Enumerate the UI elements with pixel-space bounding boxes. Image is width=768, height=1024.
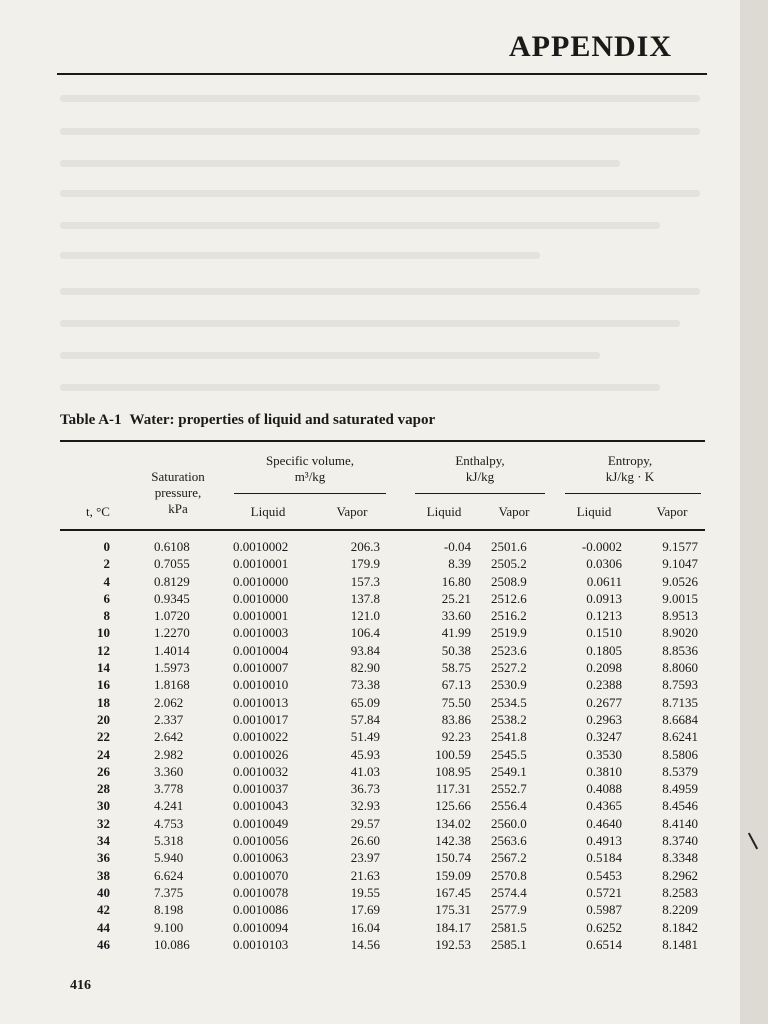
table-cell: 0.0913 [586, 590, 622, 606]
table-cell: 8.4140 [662, 815, 698, 831]
table-top-rule [60, 440, 705, 442]
table-cell: 12 [97, 642, 110, 658]
table-cell: 2.062 [154, 694, 184, 710]
table-cell: 5.318 [154, 833, 184, 849]
header-volume [235, 453, 385, 485]
table-cell: 117.31 [435, 781, 471, 797]
table-cell: 9.100 [154, 919, 184, 935]
table-cell: 8.3740 [662, 833, 698, 849]
table-cell: 0.0010001 [233, 608, 289, 624]
table-cell: 2560.0 [491, 815, 527, 831]
table-cell: 41.99 [441, 625, 471, 641]
table-cell: 179.9 [350, 556, 380, 572]
table-cell: 0.0010001 [233, 556, 289, 572]
table-cell: 0.0010094 [233, 919, 289, 935]
table-cell: 2501.6 [491, 539, 527, 554]
table-cell: 0.5987 [586, 902, 622, 918]
table-cell: 0.0010049 [233, 815, 289, 831]
volume-subrule [234, 493, 386, 494]
header-enthalpy-liquid: Liquid [426, 504, 462, 519]
table-cell: 2523.6 [491, 642, 527, 658]
table-cell: 17.69 [350, 902, 380, 918]
table-cell: 16.80 [441, 573, 471, 589]
table-cell: 8.8536 [662, 642, 698, 658]
table-cell: 75.50 [441, 694, 471, 710]
table-cell: 2.982 [154, 746, 184, 762]
table-cell: 8.9020 [662, 625, 698, 641]
table-cell: 36 [97, 850, 110, 866]
table-cell: 20 [97, 711, 110, 727]
table-cell: 21.63 [350, 867, 380, 883]
table-cell: 2530.9 [491, 677, 527, 693]
table-cell: 8.1842 [662, 919, 698, 935]
table-cell: 6.624 [154, 867, 184, 883]
table-cell: 8.7593 [662, 677, 698, 693]
table-cell: 82.90 [350, 660, 380, 676]
table-cell: 2563.6 [491, 833, 527, 849]
column-enthalpy-liquid [410, 538, 471, 953]
table-cell: 92.23 [441, 729, 471, 745]
table-cell: 41.03 [350, 763, 380, 779]
table-cell: 0.0010086 [233, 902, 289, 918]
table-cell: 0.5184 [586, 850, 622, 866]
header-entropy-vapor: Vapor [656, 504, 688, 519]
table-cell: 67.13 [441, 677, 471, 693]
table-cell: 9.1047 [662, 556, 698, 572]
table-cell: 2545.5 [491, 746, 527, 762]
table-cell: 0.0010063 [233, 850, 289, 866]
table-cell: 0.1510 [586, 625, 622, 641]
table-cell: 0 [103, 539, 110, 554]
table-title: Water: properties of liquid and saturated vapor [129, 412, 436, 428]
table-cell: 16 [97, 677, 110, 693]
table-cell: 206.3 [350, 539, 380, 554]
heading-rule [57, 73, 707, 75]
table-cell: 2577.9 [491, 902, 527, 918]
table-cell: 2508.9 [491, 573, 527, 589]
table-cell: 14.56 [350, 936, 380, 952]
table-cell: 137.8 [350, 590, 380, 606]
table-cell: 9.0526 [662, 573, 698, 589]
table-cell: 2549.1 [491, 763, 527, 779]
header-enthalpy-unit: kJ/kg [465, 469, 495, 484]
table-cell: 57.84 [350, 711, 380, 727]
entropy-subrule [565, 493, 701, 494]
table-cell: 8.1481 [662, 936, 698, 952]
table-cell: 65.09 [350, 694, 380, 710]
table-cell: 38 [97, 867, 110, 883]
table-cell: 3.778 [154, 781, 184, 797]
table-cell: 7.375 [154, 884, 184, 900]
table-cell: 0.2388 [586, 677, 622, 693]
table-cell: 4.753 [154, 815, 184, 831]
table-cell: 0.0010017 [233, 711, 289, 727]
table-cell: 8.7135 [662, 694, 698, 710]
table-cell: 2581.5 [491, 919, 527, 935]
table-cell: 192.53 [435, 936, 471, 952]
table-cell: 0.2098 [586, 660, 622, 676]
table-cell: 8.6684 [662, 711, 698, 727]
table-cell: 121.0 [350, 608, 380, 624]
table-cell: 157.3 [350, 573, 380, 589]
table-cell: 184.17 [435, 919, 471, 935]
table-cell: -0.04 [443, 539, 471, 554]
table-cell: 19.55 [350, 884, 380, 900]
table-cell: 0.1213 [586, 608, 622, 624]
table-cell: 8.4546 [662, 798, 698, 814]
table-cell: 29.57 [350, 815, 380, 831]
table-cell: 46 [97, 936, 110, 952]
table-cell: 18 [97, 694, 110, 710]
table-cell: 26.60 [350, 833, 380, 849]
table-cell: 26 [97, 763, 110, 779]
table-cell: 0.0010013 [233, 694, 289, 710]
table-cell: 0.0010002 [233, 539, 289, 554]
edge-mark [748, 833, 758, 850]
header-entropy-unit: kJ/kg · K [605, 469, 655, 484]
table-caption [60, 412, 435, 429]
table-cell: 8 [103, 608, 110, 624]
table-cell: 2.642 [154, 729, 184, 745]
table-cell: 10.086 [154, 936, 190, 952]
table-cell: 28 [97, 781, 110, 797]
table-cell: 40 [97, 884, 110, 900]
table-cell: 1.4014 [154, 642, 190, 658]
column-entropy-vapor [646, 538, 698, 953]
header-temperature: t, °C [86, 504, 110, 519]
table-cell: 42 [97, 902, 110, 918]
header-pressure-unit: kPa [168, 501, 188, 516]
table-cell: 32.93 [350, 798, 380, 814]
table-cell: 0.3530 [586, 746, 622, 762]
table-cell: 0.4640 [586, 815, 622, 831]
table-cell: 0.0010022 [233, 729, 289, 745]
table-cell: 8.9513 [662, 608, 698, 624]
table-cell: 2512.6 [491, 590, 527, 606]
table-cell: 8.3348 [662, 850, 698, 866]
table-cell: 10 [97, 625, 110, 641]
table-cell: 14 [97, 660, 110, 676]
table-cell: 8.5806 [662, 746, 698, 762]
table-cell: 0.3247 [586, 729, 622, 745]
header-entropy-title: Entropy, [607, 453, 653, 468]
table-cell: 0.9345 [154, 590, 190, 606]
table-cell: 8.2209 [662, 902, 698, 918]
header-enthalpy [420, 453, 540, 485]
table-cell: 0.0010010 [233, 677, 289, 693]
table-cell: 9.0015 [662, 590, 698, 606]
table-cell: 0.4365 [586, 798, 622, 814]
table-cell: 2541.8 [491, 729, 527, 745]
table-cell: 0.0010056 [233, 833, 289, 849]
header-volume-unit: m³/kg [294, 469, 326, 484]
table-cell: 0.5453 [586, 867, 622, 883]
table-cell: 142.38 [435, 833, 471, 849]
table-cell: 24 [97, 746, 110, 762]
table-cell: 4 [103, 573, 110, 589]
table-cell: 1.5973 [154, 660, 190, 676]
table-cell: 150.74 [435, 850, 471, 866]
table-cell: 9.1577 [662, 539, 698, 554]
table-cell: 0.0010007 [233, 660, 289, 676]
table-cell: 8.8060 [662, 660, 698, 676]
table-cell: 2516.2 [491, 608, 527, 624]
table-cell: -0.0002 [581, 539, 622, 554]
table-cell: 0.0010043 [233, 798, 289, 814]
header-entropy [570, 453, 690, 485]
table-cell: 51.49 [350, 729, 380, 745]
table-cell: 1.2270 [154, 625, 190, 641]
table-cell: 58.75 [441, 660, 471, 676]
table-cell: 0.0010000 [233, 590, 289, 606]
table-cell: 2505.2 [491, 556, 527, 572]
table-cell: 100.59 [435, 746, 471, 762]
table-cell: 8.6241 [662, 729, 698, 745]
table-cell: 36.73 [350, 781, 380, 797]
header-enthalpy-vapor: Vapor [498, 504, 530, 519]
column-volume-liquid [233, 538, 323, 953]
table-cell: 0.0010026 [233, 746, 289, 762]
table-cell: 30 [97, 798, 110, 814]
table-cell: 0.4913 [586, 833, 622, 849]
table-cell: 22 [97, 729, 110, 745]
table-cell: 50.38 [441, 642, 471, 658]
table-cell: 23.97 [350, 850, 380, 866]
table-cell: 2.337 [154, 711, 184, 727]
table-cell: 0.6514 [586, 936, 622, 952]
table-cell: 2574.4 [491, 884, 527, 900]
table-cell: 159.09 [435, 867, 471, 883]
table-cell: 0.0010003 [233, 625, 289, 641]
table-cell: 8.2583 [662, 884, 698, 900]
table-cell: 0.2677 [586, 694, 622, 710]
table-cell: 0.0010078 [233, 884, 289, 900]
header-enthalpy-title: Enthalpy, [455, 453, 505, 468]
column-volume-vapor [326, 538, 380, 953]
column-entropy-liquid [556, 538, 622, 953]
table-cell: 0.0010004 [233, 642, 289, 658]
table-cell: 32 [97, 815, 110, 831]
table-cell: 73.38 [350, 677, 380, 693]
table-cell: 0.6108 [154, 539, 190, 554]
table-cell: 93.84 [350, 642, 380, 658]
table-cell: 1.0720 [154, 608, 190, 624]
table-cell: 2519.9 [491, 625, 527, 641]
header-pressure-line2: pressure, [154, 485, 202, 500]
header-volume-vapor: Vapor [336, 504, 368, 519]
appendix-heading: APPENDIX [509, 30, 672, 63]
page-number: 416 [70, 978, 91, 993]
table-cell: 0.3810 [586, 763, 622, 779]
table-cell: 0.0611 [586, 573, 622, 589]
table-cell: 5.940 [154, 850, 184, 866]
table-cell: 2 [103, 556, 110, 572]
table-cell: 2552.7 [491, 781, 527, 797]
column-saturation-pressure [154, 538, 226, 953]
table-cell: 0.8129 [154, 573, 190, 589]
table-cell: 0.0010037 [233, 781, 289, 797]
table-cell: 0.2963 [586, 711, 622, 727]
table-label: Table A-1 [60, 412, 122, 428]
table-cell: 167.45 [435, 884, 471, 900]
table-cell: 0.6252 [586, 919, 622, 935]
table-cell: 34 [97, 833, 110, 849]
header-entropy-liquid: Liquid [576, 504, 612, 519]
table-cell: 0.4088 [586, 781, 622, 797]
table-cell: 2556.4 [491, 798, 527, 814]
table-cell: 2567.2 [491, 850, 527, 866]
table-cell: 4.241 [154, 798, 184, 814]
table-cell: 33.60 [441, 608, 471, 624]
table-cell: 2527.2 [491, 660, 527, 676]
table-cell: 16.04 [350, 919, 380, 935]
table-cell: 8.2962 [662, 867, 698, 883]
table-cell: 0.7055 [154, 556, 190, 572]
table-cell: 0.5721 [586, 884, 622, 900]
table-cell: 1.8168 [154, 677, 190, 693]
table-cell: 125.66 [435, 798, 471, 814]
table-cell: 0.0306 [586, 556, 622, 572]
table-cell: 44 [97, 919, 110, 935]
table-cell: 0.0010070 [233, 867, 289, 883]
table-cell: 6 [103, 590, 110, 606]
table-cell: 2534.5 [491, 694, 527, 710]
table-cell: 8.4959 [662, 781, 698, 797]
enthalpy-subrule [415, 493, 545, 494]
table-cell: 106.4 [350, 625, 380, 641]
table-header-rule [60, 529, 705, 531]
column-temperature [82, 538, 110, 953]
table-cell: 175.31 [435, 902, 471, 918]
column-enthalpy-vapor [491, 538, 547, 953]
table-cell: 0.0010103 [233, 936, 289, 952]
table-cell: 134.02 [435, 815, 471, 831]
table-cell: 0.0010000 [233, 573, 289, 589]
table-cell: 8.5379 [662, 763, 698, 779]
table-cell: 2570.8 [491, 867, 527, 883]
header-volume-liquid: Liquid [250, 504, 286, 519]
table-cell: 83.86 [441, 711, 471, 727]
table-cell: 3.360 [154, 763, 184, 779]
table-cell: 45.93 [350, 746, 380, 762]
table-cell: 108.95 [435, 763, 471, 779]
header-pressure-line1: Saturation [151, 469, 205, 484]
table-cell: 0.0010032 [233, 763, 289, 779]
header-pressure [138, 469, 218, 517]
table-cell: 2585.1 [491, 936, 527, 952]
table-cell: 25.21 [441, 590, 471, 606]
header-volume-title: Specific volume, [265, 453, 355, 468]
table-cell: 8.39 [448, 556, 471, 572]
table-cell: 0.1805 [586, 642, 622, 658]
table-cell: 8.198 [154, 902, 184, 918]
table-cell: 2538.2 [491, 711, 527, 727]
